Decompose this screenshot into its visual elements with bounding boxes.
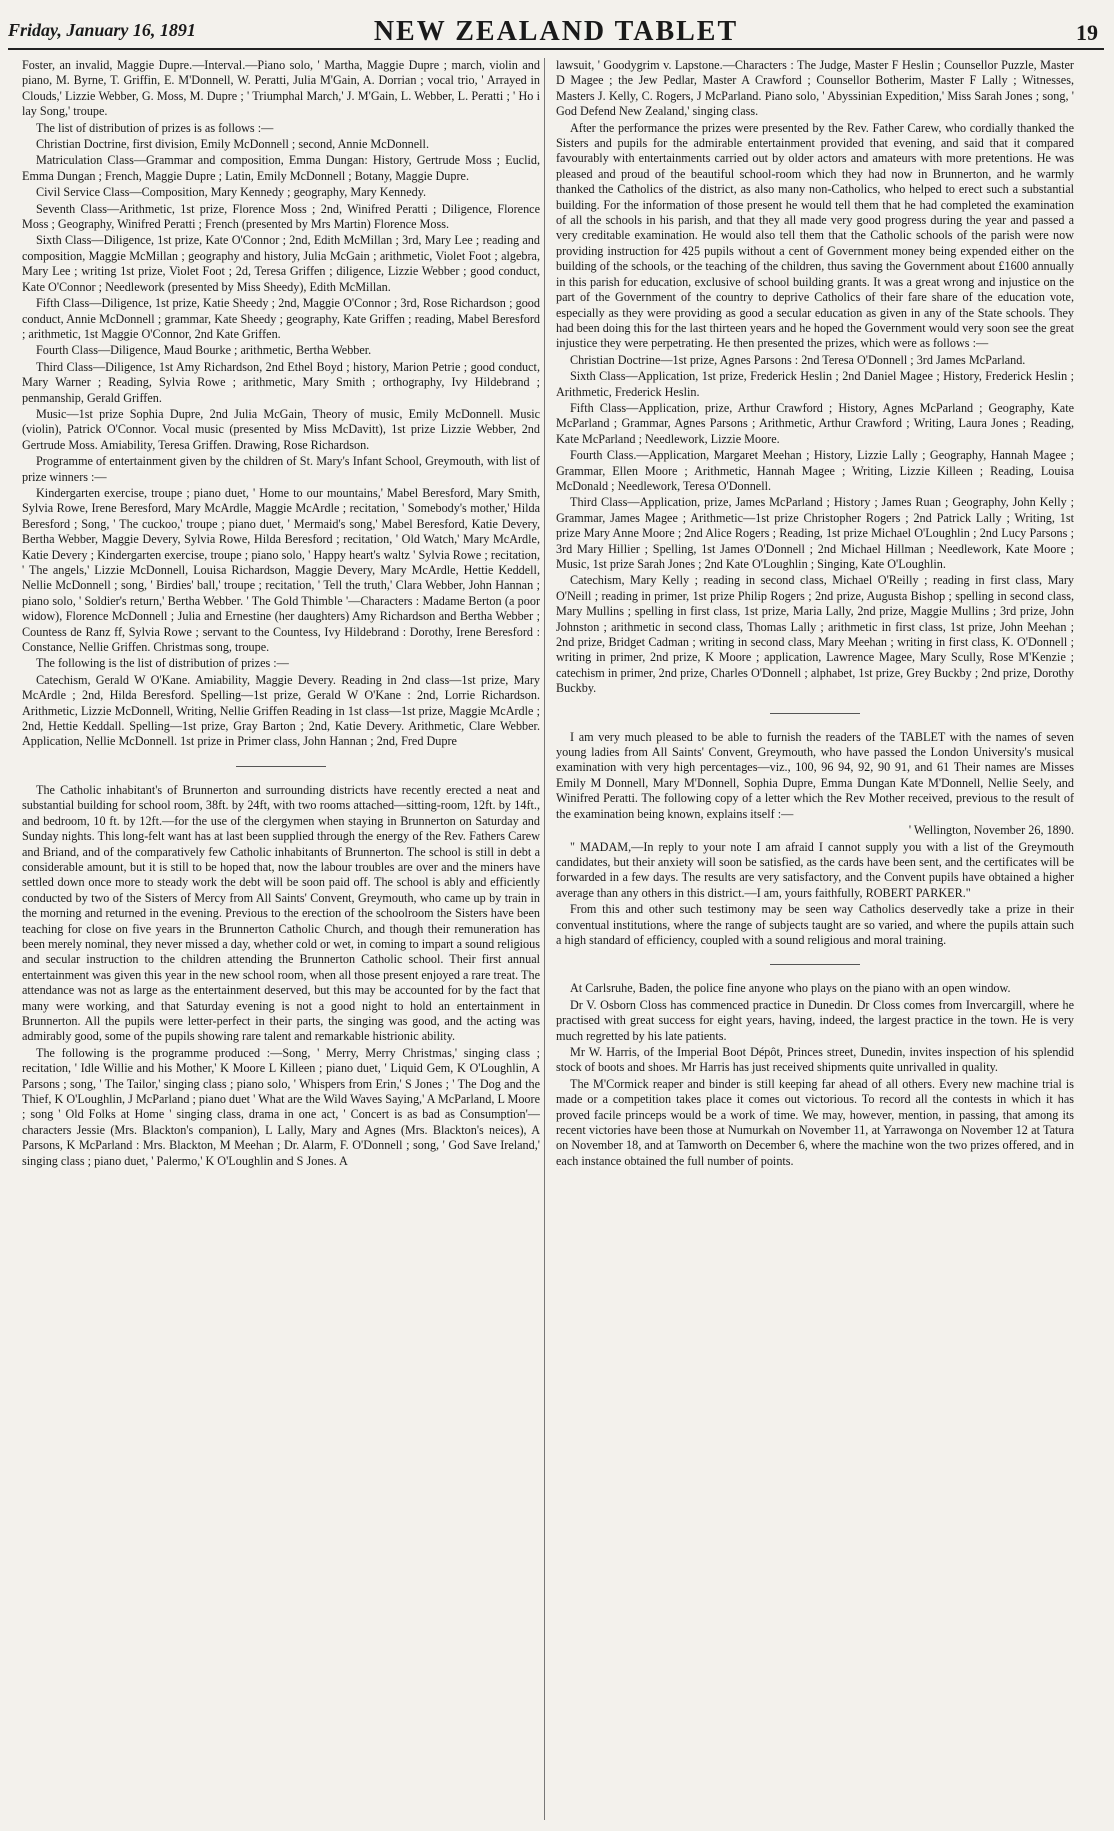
- letter-dateline: ' Wellington, November 26, 1890.: [908, 823, 1074, 838]
- article-paragraph: After the performance the prizes were presented by the Rev. Father Carew, who cordially thanked the Sisters and pupils for the admirable entertainment provided that evening, and said that it compared favourably with entertainments carried out by older actors and amateurs with more pretentions. He was pleased and proud of the beautiful school-room which they had now in Brunnerton, and he warmly thanked the Catholics of the district, as also many non-Catholics, who helped to erect such a substantial building. For the information of those present he would tell them that he had completed the examination of all the schools in his parish, and that they all made very good progress during the year and passed a very creditable examination. He would also tell them that the Catholic schools of the parish were now providing instruction for 425 pupils without a cent of Government money being expended either on the building of the schools, or the teaching of the children, thus saving the Government about £1600 annually in this parish for education, exclusive of school building grants. It was a great wrong and injustice on the part of the Government of the country to deprive Catholics of their fare share of the education vote, especially as they were providing as good a secular education as given in any of the State schools. They had been doing this for the last thirteen years and he hoped the Government would very soon see the great injustice they were perpetrating. He then presented the prizes, which were as follows :—: [556, 120, 1074, 351]
- section-separator: [770, 964, 860, 965]
- article-paragraph: The list of distribution of prizes is as follows :—: [36, 120, 274, 135]
- newspaper-title: NEW ZEALAND TABLET: [373, 16, 739, 47]
- news-item: At Carlsruhe, Baden, the police fine anyone who plays on the piano with an open window.: [570, 981, 1011, 996]
- article-paragraph: Sixth Class—Diligence, 1st prize, Kate O'Connor ; 2nd, Edith McMillan ; 3rd, Mary Lee ; reading and composition, Maggie McMillan ; geography and history, Julia McGain ; arithmetic, Violet Foot ; algebra, Mary Lee ; writing 1st prize, Violet Foot ; 2d, Teresa Griffen ; diligence, Lizzie Webber ; good conduct, Kate O'Connor ; Needlework (presented by Miss Sheedy), Edith McMillan.: [22, 233, 540, 294]
- article-paragraph: Seventh Class—Arithmetic, 1st prize, Florence Moss ; 2nd, Winifred Peratti ; Diligence, Florence Moss ; Geography, Winifred Peratti ; French (presented by Mrs Martin) Florence Moss.: [22, 201, 540, 232]
- masthead: [8, 14, 1104, 50]
- news-item: The M'Cormick reaper and binder is still keeping far ahead of all others. Every new machine trial is made or a competition takes place it comes out victorious. To record all the contests in which it has proved facile princeps would be a work of time. We may, however, mention, in passing, that among its recent victories have been those at Numurkah on November 11, at Yarrawonga on November 12 at Tatura on November 18, and at Tamworth on December 6, where the machine won the two prizes offered, and in each instance obtained the full number of points.: [556, 1076, 1074, 1168]
- article-paragraph: Catechism, Mary Kelly ; reading in second class, Michael O'Reilly ; reading in first class, Mary O'Neill ; reading in primer, 1st prize Philip Rogers ; 2nd prize, Augusta Bishop ; spelling in second class, Mary Mullins ; spelling in first class, 1st prize, Maria Lally, 2nd prize, Maggie Mullins ; 3rd prize, John Johnston ; arithmetic in second class, Thomas Lally ; arithmetic in first class, 1st prize, John Meehan ; 2nd prize, Bridget Cadman ; writing in second class, Mary Meehan ; writing in first class, K. O'Donnell ; writing in primer, 2nd prize, K Moore ; application, Lawrence Magee, Mary Scully, Rose M'Kenzie ; catechism in primer, 2nd prize, Charles O'Donnell ; alphabet, 1st prize, Grey Buckby ; 2nd prize, Dorothy Buckby.: [556, 573, 1074, 696]
- article-paragraph: lawsuit, ' Goodygrim v. Lapstone.—Characters : The Judge, Master F Heslin ; Counsellor Puzzle, Master D Magee ; the Jew Pedlar, Master A Crawford ; Counsellor Botherim, Master F Lally ; Witnesses, Masters J. Kelly, C. Rogers, J McParland. Piano solo, ' Abyssinian Expedition,' Miss Sarah Jones ; song, ' God Defend New Zealand,' singing class.: [556, 58, 1074, 119]
- article-paragraph: Kindergarten exercise, troupe ; piano duet, ' Home to our mountains,' Mabel Beresford, Mary Smith, Sylvia Rowe, Irene Beresford, Mary McArdle, Maggie McArdle ; recitation, ' Somebody's mother,' Hilda Beresford ; Song, ' The cuckoo,' troupe ; piano duet, ' Mermaid's song,' Mabel Beresford, Katie Devery, Bertha Webber, Maggie Devery, Sylvia Rowe, Hilda Beresford ; recitation, ' Old Watch,' Mary McArdle, Katie Devery ; Kindergarten exercise, troupe ; piano solo, ' Happy heart's waltz ' Sylvia Rowe ; recitation, ' The angels,' Lizzie McDonnell, Louisa Richardson, Maggie Devery, Mary McArdle, Hettie Keddell, Nellie McDonnell ; song, ' Birdies' ball,' troupe ; recitation, ' Tell the truth,' Clara Webber, John Hannan ; piano solo, ' Soldier's return,' Bertha Webber. ' The Gold Thimble '—Characters : Madame Berton (a poor widow), Florence McDonnell ; Julia and Ernestine (her daughters) Amy Richardson and Bertha Webber ; Countess de Ranz ff, Sylvia Rowe ; servant to the Countess, Ivy Hildebrand : Dorothy, Irene Beresford : Constance, Nellie Griffen. Christmas song, troupe.: [22, 485, 540, 655]
- article-paragraph: Foster, an invalid, Maggie Dupre.—Interval.—Piano solo, ' Martha, Maggie Dupre ; march, violin and piano, M. Byrne, T. Griffin, E. M'Donnell, W. Peratti, Julia M'Gain, A. Dorrian ; vocal trio, ' Arrayed in Clouds,' Lizzie Webber, G. Moss, M. Dupre ; ' Triumphal March,' J. M'Gain, L. Webber, L. Peratti ; ' Ho i lay Song,' troupe.: [22, 58, 540, 119]
- article-paragraph: Third Class—Diligence, 1st Amy Richardson, 2nd Ethel Boyd ; history, Marion Petrie ; good conduct, Mary Warner ; Reading, Sylvia Rowe ; arithmetic, Mary Smith ; orthography, Ivy Hildebrand ; penmanship, Gerald Griffen.: [22, 359, 540, 405]
- article-paragraph: The Catholic inhabitant's of Brunnerton and surrounding districts have recently erected a neat and substantial building for school room, 38ft. by 24ft, with two rooms attached—sitting-room, 12ft. by 14ft., and bedroom, 10 ft. by 12ft.—for the use of the clergymen when staying in Brunnerton on Saturday and Sunday nights. This long-felt want has at last been supplied through the energy of the Rev. Fathers Carew and Briand, and of the comparatively few Catholic inhabitants of Brunnerton. The school is still in debt a considerable amount, but it is still to be hoped that, now the labour troubles are over and the miners have settled down once more to steady work the debt will be soon paid off. The school is ably and efficiently conducted by two of the Sisters of Mercy from All Saints' Convent, Greymouth, who came up by train in the morning and returned in the evening. Previous to the erection of the schoolroom the Sisters have been teaching for close on five years in the Brunnerton Catholic Church, and though their remuneration has been merely nominal, they never missed a day, whether cold or wet, in coming to impart a sound religious and secular instruction to the children attending the Brunnerton Catholic school. Their first annual entertainment was given this year in the new school room, when all those present enjoyed a rare treat. The attendance was not as large as the entertainment deserved, but this may be accounted for by the fact that many were working, and that Saturday evening is not a good night to hold an entertainment in Brunnerton. All the pupils were letter-perfect in their parts, the singing was good, and the acting was admirably good, some of the pupils showing rare talent and remarkable histrionic ability.: [22, 782, 540, 1044]
- article-paragraph: Civil Service Class—Composition, Mary Kennedy ; geography, Mary Kennedy.: [36, 185, 427, 200]
- article-paragraph: Fifth Class—Diligence, 1st prize, Katie Sheedy ; 2nd, Maggie O'Connor ; 3rd, Rose Richardson ; good conduct, Annie McDonnell ; grammar, Kate Sheedy ; geography, Kate Griffen ; reading, Mabel Beresford ; arithmetic, 1st Maggie O'Connor, 2nd Kate Griffen.: [22, 296, 540, 341]
- article-paragraph: Fourth Class.—Application, Margaret Meehan ; History, Lizzie Lally ; Geography, Hannah Magee ; Grammar, Ellen Moore ; Arithmetic, Hannah Magee ; Writing, Lizzie Killeen ; Reading, Louisa McDonald ; Needlework, Teresa O'Donnell.: [556, 448, 1074, 493]
- article-paragraph: Third Class—Application, prize, James McParland ; History ; James Ruan ; Geography, John Kelly ; Grammar, James Magee ; Arithmetic—1st prize Christopher Rogers ; 2nd Patrick Lally ; Writing, 1st prize Mary Anne Moore ; 2nd Alice Rogers ; Reading, 1st prize Michael O'Loughlin ; 2nd Lucy Parsons ; 3rd Mary Hillier ; Spelling, 1st James O'Donnell ; 2nd Michael Hillman ; Needlework, Kate Moore ; Music, 1st prize Sarah Jones ; 2nd Kate O'Loughlin ; Singing, Kate O'Loughlin.: [556, 495, 1074, 571]
- article-paragraph: Programme of entertainment given by the children of St. Mary's Infant School, Greymouth, with list of prize winners :—: [22, 454, 540, 484]
- news-item: Mr W. Harris, of the Imperial Boot Dépôt, Princes street, Dunedin, invites inspection of his splendid stock of boots and shoes. Mr Harris has just received shipments quite unrivalled in quality.: [556, 1044, 1074, 1075]
- column-divider: [544, 58, 545, 1820]
- article-paragraph: Fourth Class—Diligence, Maud Bourke ; arithmetic, Bertha Webber.: [36, 343, 372, 358]
- news-item: Dr V. Osborn Closs has commenced practice in Dunedin. Dr Closs comes from Invercargill, where he practised with great success for eight years, having, indeed, the largest practice in the town. He is very much regretted by his late patients.: [556, 997, 1074, 1043]
- page-number: 19: [1076, 20, 1098, 45]
- article-paragraph: Fifth Class—Application, prize, Arthur Crawford ; History, Agnes McParland ; Geography, Kate McParland ; Grammar, Agnes Parsons ; Arithmetic, Arthur Crawford ; Writing, Laura Jones ; Reading, Kate McParland ; Needlework, Lizzie Moore.: [556, 400, 1074, 446]
- article-paragraph: Matriculation Class—Grammar and composition, Emma Dungan: History, Gertrude Moss ; Euclid, Emma Dungan ; French, Maggie Dupre ; Latin, Emily McDonnell ; Botany, Maggie Dupre.: [22, 153, 540, 183]
- article-paragraph: Sixth Class—Application, 1st prize, Frederick Heslin ; 2nd Daniel Magee ; History, Frederick Heslin ; Arithmetic, Frederick Heslin.: [556, 369, 1074, 399]
- left-column: [22, 58, 540, 1818]
- article-paragraph: Catechism, Gerald W O'Kane. Amiability, Maggie Devery. Reading in 2nd class—1st prize, Mary McArdle ; 2nd, Hilda Beresford. Spelling—1st prize, Gerald W O'Kane : 2nd, Lorrie Richardson. Arithmetic, Lizzie McDonnell, Writing, Nellie Griffen Reading in 1st class—1st prize, Maggie McArdle ; 2nd, Hettie Keddall. Spelling—1st prize, Gray Barton ; 2nd, Katie Devery. Arithmetic, Clare Webber. Application, Nellie McDonnell. 1st prize in Primer class, John Hannan ; 2nd, Fred Dupre: [22, 672, 540, 749]
- article-paragraph: Christian Doctrine, first division, Emily McDonnell ; second, Annie McDonnell.: [36, 137, 429, 152]
- section-separator: [770, 713, 860, 714]
- article-paragraph: From this and other such testimony may be seen way Catholics deservedly take a prize in their conventual institutions, where the range of subjects taught are so varied, and where the pupils attain such a high standard of efficiency, coupled with a sound religious and moral training.: [556, 902, 1074, 947]
- section-separator: [236, 766, 326, 767]
- letter-body: " MADAM,—In reply to your note I am afraid I cannot supply you with a list of the Greymouth candidates, but their anxiety will soon be satisfied, as the cards have been sent, and the certificates will be forwarded in a few days. The results are very satisfactory, and the Convent pupils have obtained a higher average than any others in this district.—I am, yours faithfully, ROBERT PARKER.": [556, 839, 1074, 900]
- article-paragraph: Music—1st prize Sophia Dupre, 2nd Julia McGain, Theory of music, Emily McDonnell. Music (violin), Patrick O'Connor. Vocal music (presented by Miss McDavitt), 1st prize Lizzie Webber, 2nd Gertrude Moss. Amiability, Teresa Griffen. Drawing, Rose Richardson.: [22, 406, 540, 452]
- article-paragraph: The following is the list of distribution of prizes :—: [36, 656, 289, 671]
- article-paragraph: Christian Doctrine—1st prize, Agnes Parsons : 2nd Teresa O'Donnell ; 3rd James McParland.: [570, 352, 1026, 367]
- article-paragraph: I am very much pleased to be able to furnish the readers of the TABLET with the names of seven young ladies from All Saints' Convent, Greymouth, who have passed the London University's musical examination with very high percentages—viz., 100, 96 94, 92, 90 91, and 61 Their names are Misses Emily M Donnell, Mary M'Donnell, Sophia Dupre, Emma Dungan Kate M'Donnell, Nellie Seely, and Winifred Peratti. The following copy of a letter which the Rev Mother received, previous to the result of the examination being known, explains itself :—: [556, 729, 1074, 821]
- article-paragraph: The following is the programme produced :—Song, ' Merry, Merry Christmas,' singing class ; recitation, ' Idle Willie and his Mother,' K Moore L Killeen ; piano duet, ' Liquid Gem, K O'Loughlin, A Parsons ; song, ' The Tailor,' singing class ; piano solo, ' Whispers from Erin,' S Jones ; ' The Dog and the Thief, K O'Loughlin, J McParland ; piano duet ' What are the Wild Waves Saying,' A McParland, L Moore ; song ' Old Folks at Home ' singing class, drama in one act, ' Concert is as bad as Consumption'—characters Jessie (Mrs. Blackton's companion), L Lally, Mary and Agnes (Mrs. Blackton's neices), A Parsons, K McParland : Mrs. Blackton, M Meehan ; Dr. Alarm, F. O'Donnell ; song, ' God Save Ireland,' singing class ; piano duet, ' Palermo,' K O'Loughlin and S Jones. A: [22, 1045, 540, 1168]
- right-column: [556, 58, 1074, 1818]
- issue-date: Friday, January 16, 1891: [8, 20, 196, 40]
